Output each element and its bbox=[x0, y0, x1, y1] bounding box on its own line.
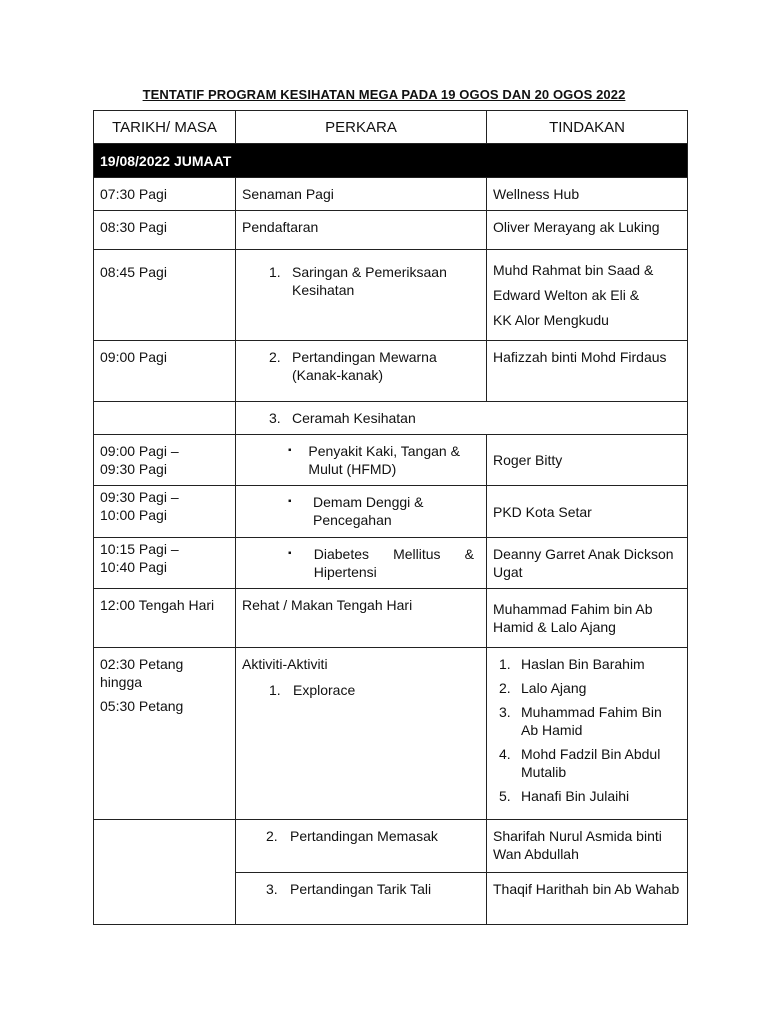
document-title: TENTATIF PROGRAM KESIHATAN MEGA PADA 19 OGOS DAN 20 OGOS 2022 bbox=[142, 87, 626, 102]
table-row bbox=[94, 402, 688, 435]
list-item: 1. Haslan Bin Barahim bbox=[499, 656, 645, 672]
action-line: KK Alor Mengkudu bbox=[493, 312, 609, 328]
table-row bbox=[94, 820, 688, 873]
time-end: 10:40 Pagi bbox=[100, 559, 167, 575]
time-cell bbox=[94, 402, 236, 435]
time-cell: 08:45 Pagi bbox=[94, 250, 236, 341]
table-row bbox=[94, 873, 688, 925]
time-cell bbox=[94, 435, 236, 486]
action-line: Muhd Rahmat bin Saad & bbox=[493, 262, 654, 278]
action-cell: Deanny Garret Anak Dickson Ugat bbox=[487, 538, 688, 589]
action-cell: Oliver Merayang ak Luking bbox=[487, 211, 688, 250]
numbered-item bbox=[242, 409, 681, 427]
table-row bbox=[94, 435, 688, 486]
action-cell bbox=[487, 250, 688, 341]
action-cell: PKD Kota Setar bbox=[487, 486, 688, 538]
time-cell: 12:00 Tengah Hari bbox=[94, 589, 236, 648]
item-number: 3. bbox=[266, 881, 278, 897]
table-row bbox=[94, 589, 688, 648]
time-end: 05:30 Petang bbox=[100, 698, 184, 714]
item-text: Penyakit Kaki, Tangan & Mulut (HFMD) bbox=[308, 443, 460, 477]
item-number: 2. bbox=[269, 349, 281, 365]
table-header-row bbox=[94, 111, 688, 144]
people-list bbox=[499, 655, 681, 805]
item-text: Pertandingan Memasak bbox=[290, 828, 438, 844]
list-item: 3. Muhammad Fahim Bin Ab Hamid bbox=[499, 704, 662, 738]
item-cell bbox=[236, 341, 487, 402]
schedule-table bbox=[93, 110, 688, 925]
list-item: 5. Hanafi Bin Julaihi bbox=[499, 788, 630, 804]
header-item: PERKARA bbox=[236, 111, 487, 144]
table-row bbox=[94, 648, 688, 820]
numbered-item bbox=[242, 880, 480, 898]
time-start: 09:00 Pagi – bbox=[100, 443, 179, 459]
action-cell: Hafizzah binti Mohd Firdaus bbox=[487, 341, 688, 402]
action-cell bbox=[487, 648, 688, 820]
time-cell: 09:00 Pagi bbox=[94, 341, 236, 402]
action-cell: Thaqif Harithah bin Ab Wahab bbox=[487, 873, 688, 925]
bullet-icon: ▪ bbox=[288, 548, 292, 559]
bullet-icon: ▪ bbox=[288, 496, 292, 507]
item-number: 2. bbox=[266, 828, 278, 844]
header-action: TINDAKAN bbox=[487, 111, 688, 144]
list-item: 2. Lalo Ajang bbox=[499, 680, 587, 696]
item-cell: Rehat / Makan Tengah Hari bbox=[236, 589, 487, 648]
item-text: Diabetes Mellitus & Hipertensi bbox=[313, 546, 474, 580]
bullet-item bbox=[242, 442, 480, 478]
item-text: Demam Denggi & Pencegahan bbox=[313, 494, 424, 528]
numbered-item bbox=[242, 348, 480, 384]
table-row bbox=[94, 538, 688, 589]
action-cell: Roger Bitty bbox=[487, 435, 688, 486]
bullet-item bbox=[242, 493, 480, 529]
list-item: 4. Mohd Fadzil Bin Abdul Mutalib bbox=[499, 746, 661, 780]
time-cell bbox=[94, 648, 236, 820]
action-line: Edward Welton ak Eli & bbox=[493, 287, 640, 303]
item-number: 3. bbox=[269, 410, 281, 426]
bullet-icon: ▪ bbox=[288, 445, 292, 456]
numbered-item bbox=[242, 827, 480, 845]
time-start: 10:15 Pagi – bbox=[100, 541, 179, 557]
action-cell: Sharifah Nurul Asmida binti Wan Abdullah bbox=[487, 820, 688, 873]
item-cell bbox=[236, 648, 487, 820]
item-text: Saringan & Pemeriksaan Kesihatan bbox=[292, 264, 447, 298]
activities-heading: Aktiviti-Aktiviti bbox=[242, 656, 328, 672]
item-cell bbox=[236, 486, 487, 538]
time-cell: 08:30 Pagi bbox=[94, 211, 236, 250]
time-cell bbox=[94, 820, 236, 873]
table-row bbox=[94, 178, 688, 211]
day-banner: 19/08/2022 JUMAAT bbox=[94, 144, 688, 178]
numbered-item bbox=[242, 263, 480, 299]
numbered-item bbox=[242, 681, 480, 699]
item-cell: Senaman Pagi bbox=[236, 178, 487, 211]
table-row bbox=[94, 211, 688, 250]
item-text: Ceramah Kesihatan bbox=[292, 410, 416, 426]
item-cell bbox=[236, 820, 487, 873]
item-cell bbox=[236, 873, 487, 925]
time-cell: 07:30 Pagi bbox=[94, 178, 236, 211]
item-text: Pertandingan Mewarna (Kanak-kanak) bbox=[292, 349, 437, 383]
item-cell bbox=[236, 250, 487, 341]
header-date-time: TARIKH/ MASA bbox=[94, 111, 236, 144]
item-cell bbox=[236, 402, 688, 435]
item-number: 1. bbox=[269, 682, 281, 698]
table-row bbox=[94, 250, 688, 341]
table-row bbox=[94, 486, 688, 538]
item-cell bbox=[236, 538, 487, 589]
time-cell bbox=[94, 873, 236, 925]
day-banner-row bbox=[94, 144, 688, 178]
item-cell bbox=[236, 435, 487, 486]
time-end: 09:30 Pagi bbox=[100, 461, 167, 477]
table-row bbox=[94, 341, 688, 402]
item-cell: Pendaftaran bbox=[236, 211, 487, 250]
action-cell: Muhammad Fahim bin Ab Hamid & Lalo Ajang bbox=[487, 589, 688, 648]
time-cell bbox=[94, 538, 236, 589]
bullet-item bbox=[242, 545, 480, 581]
item-text: Explorace bbox=[293, 682, 356, 698]
time-start: 09:30 Pagi – bbox=[100, 489, 179, 505]
time-cell bbox=[94, 486, 236, 538]
item-text: Pertandingan Tarik Tali bbox=[290, 881, 432, 897]
action-cell: Wellness Hub bbox=[487, 178, 688, 211]
time-start: 02:30 Petang hingga bbox=[100, 656, 184, 690]
time-end: 10:00 Pagi bbox=[100, 507, 167, 523]
item-number: 1. bbox=[269, 264, 281, 280]
